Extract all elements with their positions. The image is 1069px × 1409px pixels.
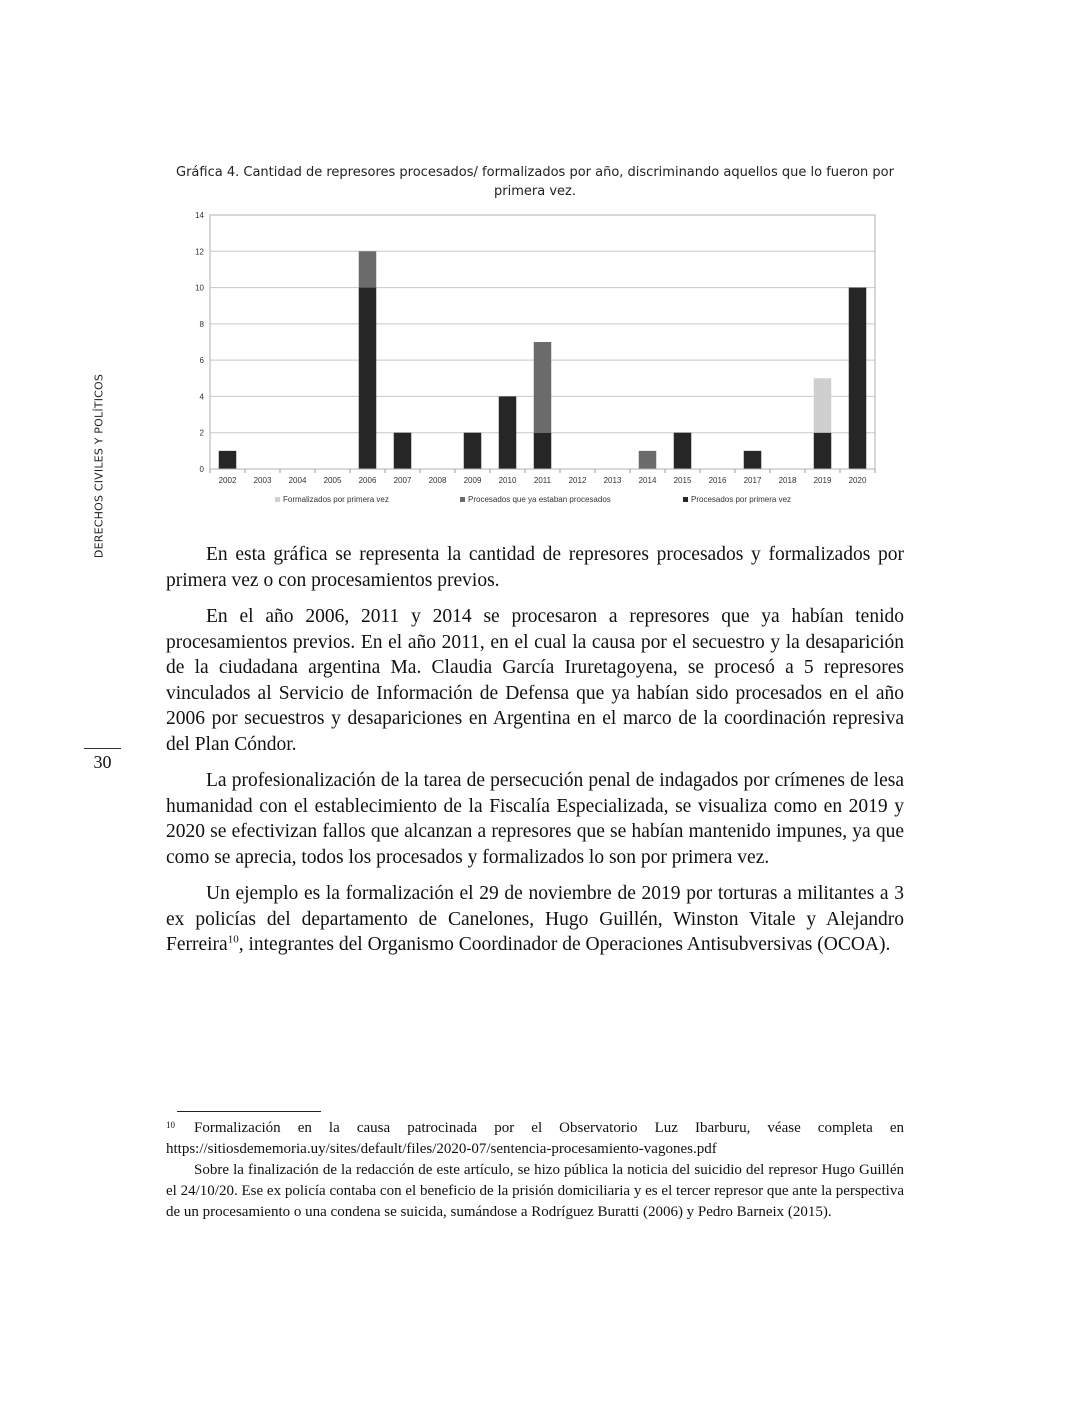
y-tick-label: 12: [195, 247, 204, 257]
footnote-reference[interactable]: 10: [227, 933, 239, 946]
x-tick-label: 2012: [568, 476, 587, 485]
x-tick-label: 2010: [498, 476, 517, 485]
y-tick-label: 2: [199, 428, 204, 438]
footnote-continuation: Sobre la finalización de la redacción de este artículo, se hizo pública la noticia del suicidio del represor Hugo Guillén el 24/10/20. Ese ex policía contaba con el beneficio de la prisión domiciliaria y es el tercer represor que ante la perspectiva de un procesamiento o una condena se suicida, sumándose a Rodríguez Buratti (2006) y Pedro Barneix (2015).: [166, 1162, 904, 1220]
bar-2007: [394, 433, 412, 469]
x-tick-label: 2007: [393, 476, 412, 485]
legend-label: Formalizados por primera vez: [283, 495, 389, 504]
x-tick-label: 2006: [358, 476, 377, 485]
legend-label: Procesados por primera vez: [691, 495, 792, 504]
x-tick-label: 2018: [778, 476, 797, 485]
stacked-bar-chart: [170, 205, 885, 510]
paragraph-4-text-end: , integrantes del Organismo Coordinador de Operaciones Antisubversivas (OCOA).: [238, 934, 891, 955]
bar-2019: [814, 433, 832, 469]
y-tick-label: 0: [199, 465, 204, 474]
bar-2006: [359, 251, 377, 287]
page-number-rule: [84, 748, 121, 749]
bar-2017: [744, 451, 762, 469]
y-tick-label: 8: [199, 319, 204, 329]
paragraph-1: En esta gráfica se representa la cantidad de represores procesados y formalizados por primera vez o con procesamientos previos.: [166, 544, 904, 591]
paragraph-3: La profesionalización de la tarea de persecución penal de indagados por crímenes de lesa humanidad con el establecimiento de la Fiscalía Especializada, se visualiza como en 2019 y 2020 se efectivizan fallos que alcanzan a represores que se habían mantenido impunes, ya que como se aprecia, todos los procesados y formalizados lo son por primera vez.: [166, 770, 904, 868]
footnote-text: Formalización en la causa patrocinada por el Observatorio Luz Ibarburu, véase completa en https://sitiosdememoria.uy/sites/default/files/2020-07/sentencia-procesamiento-vagones.pdf: [166, 1120, 904, 1157]
footnote-10: [166, 1118, 904, 1160]
figure-caption: Gráfica 4. Cantidad de represores procesados/ formalizados por año, discriminando aquellos que lo fueron por primera vez.: [176, 165, 894, 199]
legend-swatch: [683, 497, 688, 502]
bar-2009: [464, 433, 482, 469]
page-number: 30: [93, 752, 112, 772]
footnotes: [166, 1118, 904, 1223]
body-text: [166, 542, 904, 969]
bar-2010: [499, 396, 517, 469]
x-tick-label: 2005: [323, 476, 342, 485]
footnote-rule: [177, 1111, 321, 1112]
bar-2014: [639, 451, 657, 469]
bar-2019: [814, 378, 832, 432]
x-tick-label: 2019: [813, 476, 832, 485]
paragraph-4: [166, 881, 904, 958]
bar-2011: [534, 433, 552, 469]
paragraph-2: En el año 2006, 2011 y 2014 se procesaron a represores que ya habían tenido procesamientos previos. En el año 2011, en el cual la causa por el secuestro y la desaparición de la ciudadana argentina Ma. Claudia García Iruretagoyena, se procesó a 5 represores vinculados al Servicio de Información de Defensa que ya habían sido procesados en el año 2006 por secuestros y desapariciones en Argentina en el marco de la coordinación represiva del Plan Cóndor.: [166, 606, 904, 755]
x-tick-label: 2002: [218, 476, 237, 485]
x-tick-label: 2015: [673, 476, 692, 485]
x-tick-label: 2016: [708, 476, 727, 485]
running-header: DERECHOS CIVILES Y POLÍTICOS: [92, 373, 106, 559]
legend-label: Procesados que ya estaban procesados: [468, 495, 611, 504]
legend-swatch: [275, 497, 280, 502]
x-tick-label: 2014: [638, 476, 657, 485]
bar-2011: [534, 342, 552, 433]
y-tick-label: 10: [195, 283, 204, 293]
x-tick-label: 2004: [288, 476, 307, 485]
legend-swatch: [460, 497, 465, 502]
x-tick-label: 2011: [533, 476, 552, 485]
y-tick-label: 4: [199, 392, 204, 402]
bar-2020: [849, 288, 867, 469]
bar-2002: [219, 451, 237, 469]
chart-legend: [275, 495, 791, 504]
x-tick-label: 2003: [253, 476, 272, 485]
bar-2015: [674, 433, 692, 469]
x-tick-label: 2013: [603, 476, 622, 485]
y-tick-label: 14: [195, 211, 204, 220]
x-tick-label: 2009: [463, 476, 482, 485]
footnote-number: 10: [166, 1120, 175, 1130]
x-tick-label: 2008: [428, 476, 447, 485]
x-tick-label: 2020: [848, 476, 867, 485]
paragraph-4-text: Un ejemplo es la formalización el 29 de noviembre de 2019 por torturas a militantes a 3 ex policías del departamento de Canelones, Hugo Guillén, Winston Vitale y Alejandro Ferreira: [166, 883, 904, 955]
bar-2006: [359, 288, 377, 469]
x-tick-label: 2017: [743, 476, 762, 485]
y-tick-label: 6: [199, 356, 204, 366]
